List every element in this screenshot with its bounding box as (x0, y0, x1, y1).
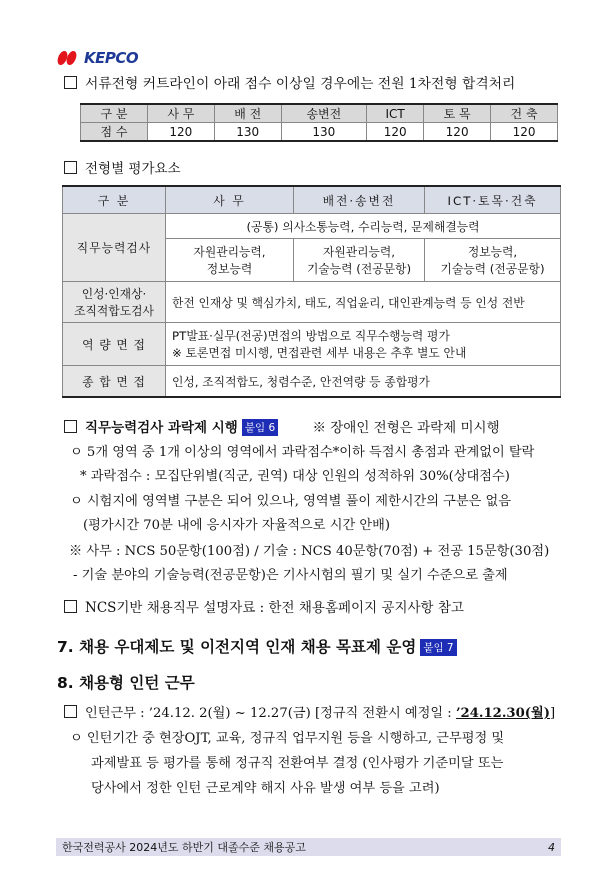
eval-header-cell: 사 무 (166, 186, 294, 214)
doc-screening-text: 서류전형 커트라인이 아래 점수 이상일 경우에는 전원 1차전형 합격처리 (85, 76, 516, 92)
square-bullet-icon (64, 705, 77, 718)
cutoff-line-3: ㅇ 시험지에 영역별 구분은 되어 있으나, 영역별 풀이 제한시간의 구분은 없음 (70, 494, 512, 509)
final-text: 인성, 조직적합도, 청렴수준, 안전역량 등 종합평가 (166, 366, 561, 398)
aptitude-ict: 정보능력, 기술능력 (전공문항) (425, 239, 561, 282)
section-7-title: 7. 채용 우대제도 및 이전지역 인재 채용 목표제 운영 (57, 638, 417, 656)
logo-text: KEPCO (84, 49, 139, 67)
page-footer (56, 838, 561, 856)
personality-label: 인성·인재상· 조직적합도검사 (63, 282, 166, 323)
score-header-cell: 송변전 (281, 104, 366, 123)
competency-text: PT발표·실무(전공)면접의 방법으로 직무수행능력 평가 ※ 토론면접 미시행, 면접관련 세부 내용은 추후 별도 안내 (166, 323, 561, 366)
square-bullet-icon (64, 76, 77, 89)
page-number: 4 (548, 840, 555, 854)
eval-table (62, 185, 561, 398)
intern-body-1: ㅇ 인턴기간 중 현장OJT, 교육, 정규직 업무지원 등을 시행하고, 근무평정 및 (70, 731, 505, 746)
score-table (80, 103, 558, 142)
personality-text: 한전 인재상 및 핵심가치, 태도, 직업윤리, 대인관계능력 등 인성 전반 (166, 282, 561, 323)
cutoff-line-4: (평가시간 70분 내에 응시자가 자율적으로 시간 안배) (83, 518, 391, 533)
eval-row-personality (63, 282, 561, 323)
score-header-cell: 배 전 (214, 104, 281, 123)
score-header-cell: 토 목 (424, 104, 491, 123)
aptitude-office: 자원관리능력, 정보능력 (166, 239, 294, 282)
score-header-cell: 구 분 (81, 104, 148, 123)
eval-row-aptitude (63, 214, 561, 239)
section-7-heading (57, 635, 457, 657)
eval-table-header (63, 186, 561, 214)
eval-title: 전형별 평가요소 (85, 161, 181, 177)
footer-text: 한국전력공사 2024년도 하반기 대졸수준 채용공고 (62, 841, 306, 854)
section-8-heading: 8. 채용형 인턴 근무 (57, 674, 195, 692)
final-label: 종 합 면 접 (63, 366, 166, 398)
ncs-ref-text: NCS기반 채용직무 설명자료 : 한전 채용홈페이지 공지사항 참고 (85, 600, 464, 616)
kepco-logo (58, 48, 138, 68)
square-bullet-icon (64, 161, 77, 174)
cutoff-line-2: * 과락점수 : 모집단위별(직군, 권역) 대상 인원의 성적하위 30%(상대점수) (80, 469, 510, 484)
score-cell: 120 (367, 123, 424, 142)
intern-period-text: 인턴근무 : ’24.12. 2(월) ~ 12.27(금) [정규직 전환시 예정일 : (85, 706, 456, 721)
eval-row-competency (63, 323, 561, 366)
intern-period-close: ] (550, 706, 556, 721)
score-table-header (81, 104, 558, 123)
cutoff-line-1: ㅇ 5개 영역 중 1개 이상의 영역에서 과락점수*이하 득점시 총점과 관계없이 탈락 (70, 445, 535, 460)
score-row-label: 점 수 (81, 123, 148, 142)
score-cell: 120 (424, 123, 491, 142)
cutoff-line-6: - 기술 분야의 기술능력(전공문항)은 기사시험의 필기 및 실기 수준으로 출제 (73, 568, 508, 583)
score-cell: 130 (281, 123, 366, 142)
cutoff-title-line (64, 416, 500, 436)
kepco-logo-icon (58, 51, 80, 65)
score-table-row (81, 123, 558, 142)
square-bullet-icon (64, 600, 77, 613)
cutoff-title: 직무능력검사 과락제 시행 (85, 420, 238, 436)
eval-header-cell: ICT·토목·건축 (425, 186, 561, 214)
score-cell: 130 (214, 123, 281, 142)
aptitude-power: 자원관리능력, 기술능력 (전공문항) (294, 239, 425, 282)
eval-row-final (63, 366, 561, 398)
eval-header-cell: 구 분 (63, 186, 166, 214)
eval-header-cell: 배전·송변전 (294, 186, 425, 214)
doc-screening-line (64, 72, 515, 92)
intern-period-line (64, 702, 555, 721)
cutoff-line-5: ※ 사무 : NCS 50문항(100점) / 기술 : NCS 40문항(70점) + 전공 15문항(30점) (69, 544, 550, 559)
conversion-date: ’24.12.30(월) (455, 706, 551, 721)
score-cell: 120 (147, 123, 214, 142)
aptitude-common: (공통) 의사소통능력, 수리능력, 문제해결능력 (166, 214, 561, 239)
score-cell: 120 (491, 123, 558, 142)
intern-body-2: 과제발표 등 평가를 통해 정규직 전환여부 결정 (인사평가 기준미달 또는 (91, 756, 504, 771)
ncs-ref-line (64, 596, 464, 616)
aptitude-label: 직무능력검사 (63, 214, 166, 282)
square-bullet-icon (64, 420, 77, 433)
eval-title-line (64, 157, 181, 177)
competency-label: 역 량 면 접 (63, 323, 166, 366)
cutoff-note: ※ 장애인 전형은 과락제 미시행 (312, 420, 500, 436)
intern-body-3: 당사에서 정한 인턴 근로계약 해지 사유 발생 여부 등을 고려) (91, 781, 440, 796)
score-header-cell: 사 무 (147, 104, 214, 123)
score-header-cell: 건 축 (491, 104, 558, 123)
section-7-badge: 붙임 7 (420, 639, 456, 656)
score-header-cell: ICT (367, 104, 424, 123)
cutoff-badge: 붙임 6 (242, 419, 278, 436)
